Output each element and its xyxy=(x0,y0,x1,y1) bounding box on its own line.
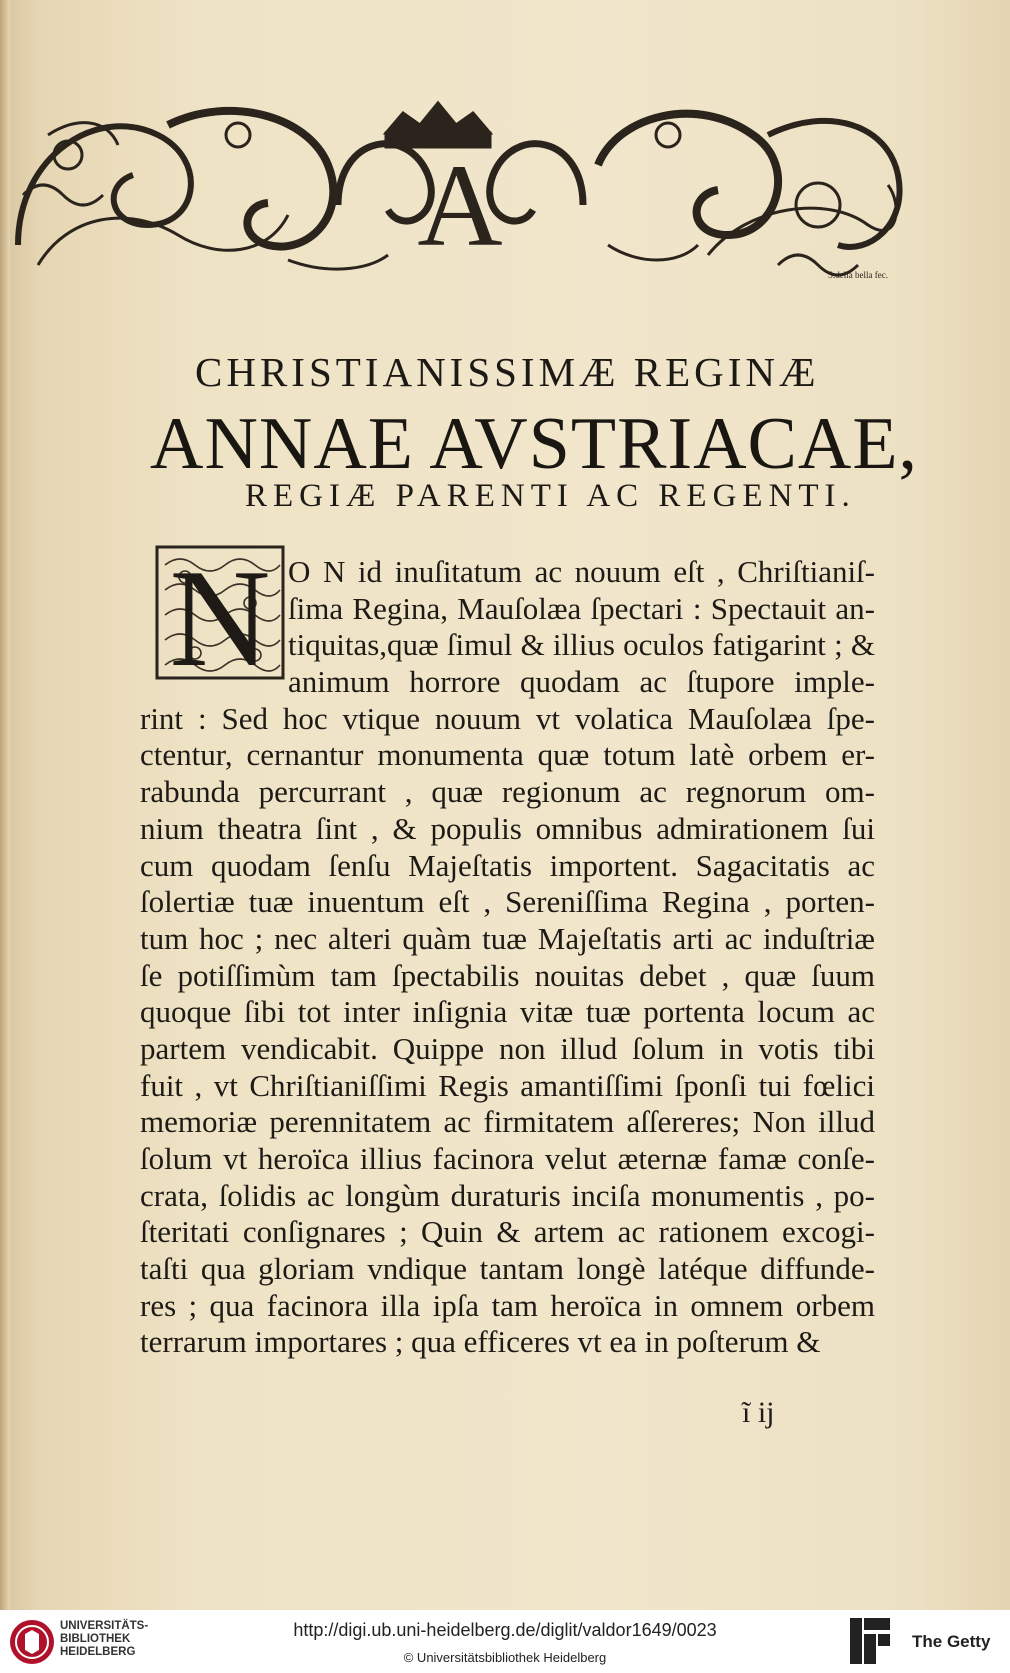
title-line-2: ANNAE AVSTRIACAE, xyxy=(150,403,919,485)
dropcap-letter: N xyxy=(169,545,271,680)
ornament-initial: A xyxy=(417,140,503,271)
text-line: taſti qua gloriam vndique tantam longè latéque diffunde- xyxy=(140,1251,875,1287)
title-line-1: CHRISTIANISSIMÆ REGINÆ xyxy=(195,349,820,395)
title-line-3: REGIÆ PARENTI AC REGENTI. xyxy=(245,478,856,514)
text-line: ſima Regina, Mauſolæa ſpectari : Spectauit an- xyxy=(288,590,875,626)
text-line: res ; qua facinora illa ipſa tam heroïca in omnem orbem xyxy=(140,1287,875,1323)
university-name: UNIVERSITÄTS- BIBLIOTHEK HEIDELBERG xyxy=(60,1620,149,1658)
text-line: rint : Sed hoc vtique nouum vt volatica Mauſolæa ſpe- xyxy=(140,700,875,736)
text-line: ſe potiſſimùm tam ſpectabilis nouitas debet , quæ ſuum xyxy=(140,957,875,993)
text-line: ſteritati conſignares ; Quin & artem ac rationem excogi- xyxy=(140,1214,875,1250)
text-line: tum hoc ; nec alteri quàm tuæ Majeſtatis arti ac induſtriæ xyxy=(140,920,875,956)
text-line: tiquitas,quæ ſimul & illius oculos fatigarint ; & xyxy=(288,627,875,663)
text-line: terrarum importares ; qua efficeres vt ea in poſterum & xyxy=(140,1324,821,1360)
text-line: animum horrore quodam ac ſtupore imple- xyxy=(288,664,875,700)
signature-mark: ĩ ij xyxy=(742,1396,775,1429)
source-url-link[interactable]: http://digi.ub.uni-heidelberg.de/diglit/valdor1649/0023 xyxy=(293,1620,717,1640)
text-line: crata, ſolidis ac longùm duraturis inciſa monumentis , po- xyxy=(140,1177,875,1213)
footer-bar xyxy=(0,1610,1010,1673)
text-line: nium theatra ſint , & populis omnibus admirationem ſui xyxy=(140,810,875,846)
text-line: partem vendicabit. Quippe non illud ſolum in votis tibi xyxy=(140,1030,875,1066)
text-line: cum quodam ſenſu Majeſtatis importent. Sagacitatis ac xyxy=(140,847,875,883)
text-line: ctentur, cernantur monumenta quæ totum latè orbem er- xyxy=(140,737,875,773)
copyright-notice: © Universitätsbibliothek Heidelberg xyxy=(403,1650,607,1665)
partner-name: The Getty xyxy=(912,1632,991,1651)
body-text xyxy=(140,554,875,1361)
text-line: fuit , vt Chriſtianiſſimi Regis amantiſſimi ſponſi tui fœlici xyxy=(140,1067,875,1103)
text-line: rabunda percurrant , quæ regionum ac regnorum om- xyxy=(140,774,875,810)
text-line: O N id inuſitatum ac nouum eſt , Chriſtianiſ- xyxy=(288,554,875,589)
text-line: quoque ſibi tot inter inſignia vitæ tuæ portenta locum ac xyxy=(140,994,875,1030)
text-line: ſolertiæ tuæ inuentum eſt , Sereniſſima Regina , porten- xyxy=(140,884,875,920)
text-line: ſolum vt heroïca illius facinora velut æternæ famæ conſe- xyxy=(140,1141,875,1176)
ornamental-headpiece xyxy=(8,95,913,285)
getty-logo-icon xyxy=(848,1616,892,1666)
text-line: memoriæ perennitatem ac firmitatem aſſereres; Non illud xyxy=(140,1104,875,1140)
engraver-signature: S.della bella fec. xyxy=(828,270,888,280)
